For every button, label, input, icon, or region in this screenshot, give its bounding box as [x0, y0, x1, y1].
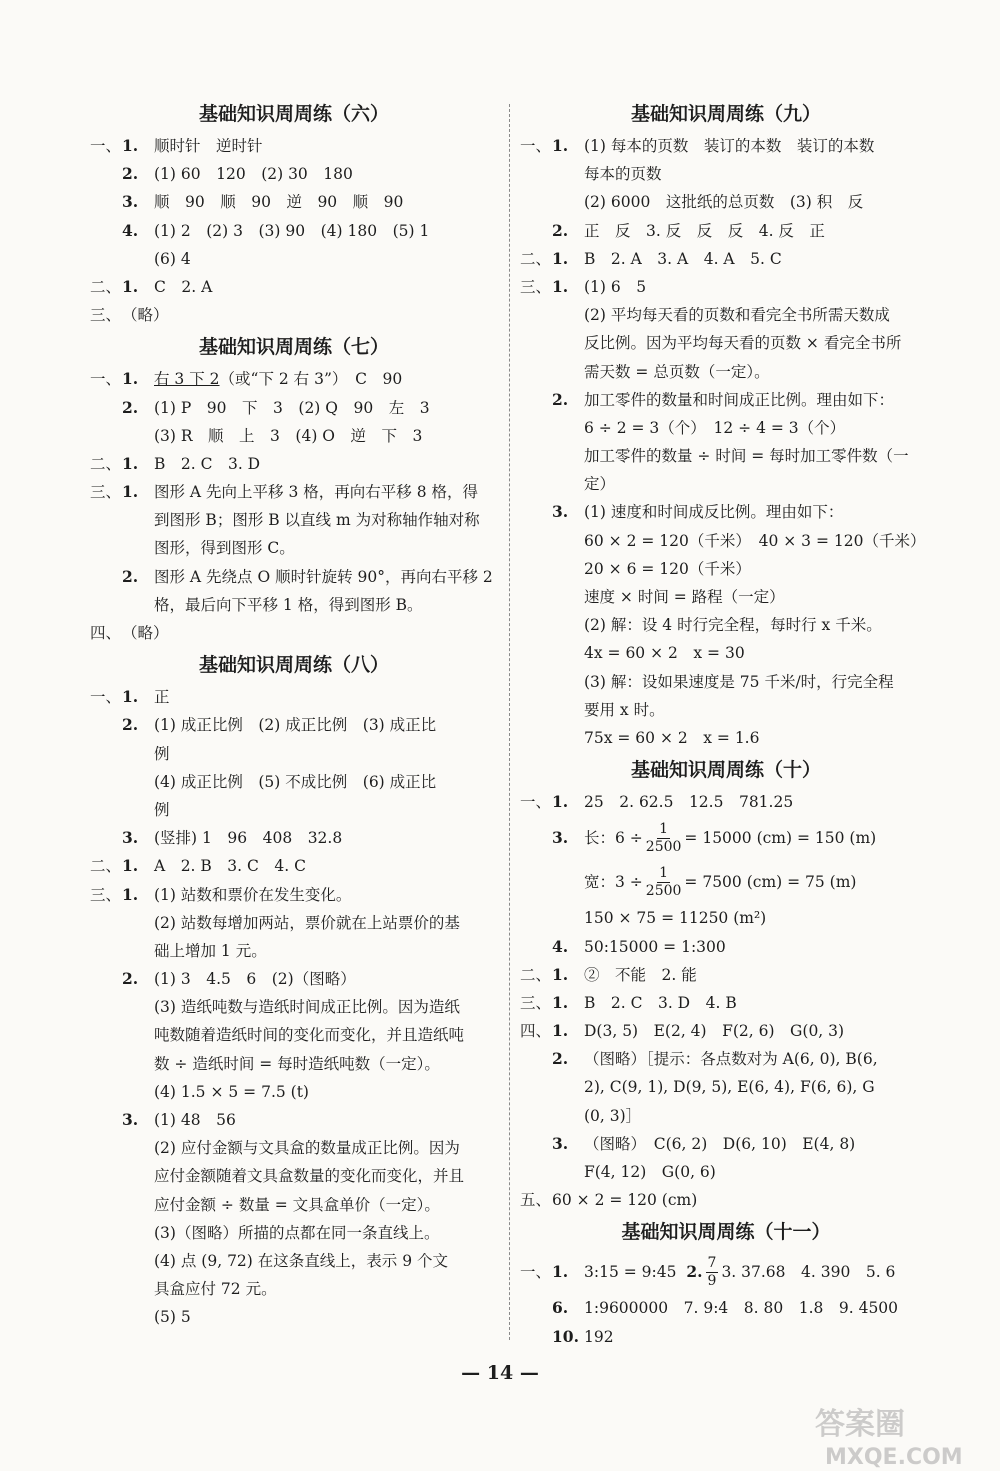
answer-line: 一、 1. 25 2. 62.5 12.5 781.25 [520, 792, 794, 812]
answer-line: 三、 1. (1) 6 5 [520, 276, 647, 296]
left-column [90, 96, 498, 1332]
answer-line: 速度 × 时间 = 路程（一定） [584, 588, 785, 606]
answer-line: 三、 1. 图形 A 先向上平移 3 格，再向右平移 8 格，得 [90, 482, 478, 502]
answer-line: 2. 图形 A 先绕点 O 顺时针旋转 90°，再向右平移 2 [122, 566, 493, 586]
answer-line: 应付金额随着文具盒数量的变化而变化，并且 [154, 1167, 465, 1186]
answer-line: 2. (1) 3 4.5 6 (2)（图略） [122, 969, 356, 989]
answer-line: 四、 （略） [90, 624, 169, 642]
answer-line: 定） [584, 475, 616, 494]
answer-line: 到图形 B；图形 B 以直线 m 为对称轴作轴对称 [154, 511, 480, 530]
answer-line: 一、 1. 顺时针 逆时针 [90, 136, 263, 155]
right-column [520, 96, 932, 1351]
answer-line: 二、 1. B 2. C 3. D [90, 453, 261, 473]
answer-line: 3. (竖排) 1 96 408 32.8 [122, 828, 343, 848]
answer-line: 二、 1. A 2. B 3. C 4. C [90, 856, 306, 876]
section-title-9: 基础知识周周练（九） [630, 103, 821, 125]
answer-line: 每本的页数 [584, 165, 662, 184]
answer-line: 150 × 75 = 11250 (m²) [584, 909, 767, 928]
answer-line: 例 [154, 800, 170, 819]
fraction: $\frac{7}{9}$ [707, 1254, 717, 1289]
answer-line: 一、 1. 正 [90, 687, 170, 707]
answer-line: 75x = 60 × 2 x = 1.6 [584, 728, 760, 747]
fraction: $\frac{1}{2500}$ [645, 864, 682, 899]
section-title-7: 基础知识周周练（七） [198, 336, 389, 359]
answer-line: 4. 50:15000 = 1:300 [552, 936, 726, 956]
answer-line: (0, 3)］ [584, 1106, 642, 1125]
answer-line: 二、 1. ② 不能 2. 能 [520, 964, 697, 984]
answer-line: 10. 192 [552, 1326, 614, 1346]
answer-line: 应付金额 ÷ 数量 = 文具盒单价（一定）。 [154, 1195, 440, 1214]
answer-line: (3) 造纸吨数与造纸时间成正比例。因为造纸 [154, 998, 460, 1017]
answer-line: 20 × 6 = 120（千米） [584, 559, 751, 578]
answer-line: 一、 1. (1) 每本的页数 装订的本数 装订的本数 [520, 136, 875, 155]
answer-line: 3. (1) 速度和时间成反比例。理由如下： [552, 502, 844, 522]
answer-line: (2) 平均每天看的页数和看完全书所需天数成 [584, 306, 890, 325]
svg-text:MXQE.COM: MXQE.COM [825, 1445, 963, 1470]
answer-line: 2. （图略）［提示：各点数对为 A(6, 0), B(6, [552, 1049, 878, 1069]
answer-line: 3. 长：6 ÷ $\frac{1}{2500}$ = 15000 (cm) = 150 (m) [552, 820, 877, 855]
answer-line: 例 [154, 744, 170, 763]
answer-line: (2) 站数每增加两站，票价就在上站票价的基 [154, 913, 460, 932]
fraction: $\frac{1}{2500}$ [645, 820, 682, 855]
answer-line: 加工零件的数量 ÷ 时间 = 每时加工零件数（一 [584, 447, 909, 466]
answer-line: (3)（图略）所描的点都在同一条直线上。 [154, 1223, 440, 1242]
answer-line: 一、 1. 3:15 = 9:45 2. $\frac{7}{9}$ 3. 37.68 4. 390 5. 6 [520, 1254, 896, 1289]
answer-line: 2. 加工零件的数量和时间成正比例。理由如下： [552, 389, 895, 409]
answer-line: F(4, 12) G(0, 6) [584, 1163, 716, 1181]
answer-line: 3. 顺 90 顺 90 逆 90 顺 90 [122, 192, 404, 212]
section-title-11: 基础知识周周练（十一） [621, 1221, 831, 1244]
answer-line: 需天数 = 总页数（一定）。 [584, 362, 770, 381]
answer-line: 三、 （略） [90, 306, 169, 325]
answer-line: 2. 正 反 3. 反 反 反 4. 反 正 [552, 220, 825, 240]
answer-line: 3. （图略） C(6, 2) D(6, 10) E(4, 8) [552, 1133, 856, 1153]
answer-line: 4x = 60 × 2 x = 30 [584, 644, 745, 663]
answer-line: (4) 1.5 × 5 = 7.5 (t) [154, 1082, 309, 1101]
answer-line: 二、 1. B 2. A 3. A 4. A 5. C [520, 248, 782, 268]
answer-line: 反比例。因为平均每天看的页数 × 看完全书所 [584, 334, 902, 353]
answer-line: 2. (1) P 90 下 3 (2) Q 90 左 3 [122, 397, 430, 417]
answer-line: 具盒应付 72 元。 [154, 1280, 277, 1299]
answer-line: 础上增加 1 元。 [154, 941, 267, 960]
answer-line: (4) 成正比例 (5) 不成比例 (6) 成正比 [154, 772, 437, 791]
answer-line: 2), C(9, 1), D(9, 5), E(6, 4), F(6, 6), G [584, 1078, 875, 1097]
answer-line: 三、 1. (1) 站数和票价在发生变化。 [90, 884, 352, 904]
section-title-10: 基础知识周周练（十） [630, 759, 821, 782]
answer-line: 四、 1. D(3, 5) E(2, 4) F(2, 6) G(0, 3) [520, 1021, 845, 1041]
svg-text:答案圈: 答案圈 [815, 1407, 905, 1442]
answer-line: 格，最后向下平移 1 格，得到图形 B。 [154, 595, 423, 614]
watermark-logo [805, 1400, 995, 1470]
answer-line: 吨数随着造纸时间的变化而变化，并且造纸吨 [154, 1026, 465, 1045]
answer-line: 4. (1) 2 (2) 3 (3) 90 (4) 180 (5) 1 [122, 220, 430, 240]
answer-line: 2. (1) 60 120 (2) 30 180 [122, 164, 353, 184]
answer-line: 一、 1. 右 3 下 2 （或“下 2 右 3”） C 90 [90, 369, 403, 389]
answer-line: (5) 5 [154, 1308, 191, 1327]
answer-line: 三、 1. B 2. C 3. D 4. B [520, 992, 737, 1012]
answer-line: 3. (1) 48 56 [122, 1110, 236, 1129]
answer-line: 要用 x 时。 [584, 700, 665, 719]
answer-line: (2) 6000 这批纸的总页数 (3) 积 反 [584, 193, 864, 212]
answer-line: 数 ÷ 造纸时间 = 每时造纸吨数（一定）。 [154, 1054, 440, 1073]
answer-line: (2) 解：设 4 时行完全程，每时行 x 千米。 [584, 616, 882, 635]
answer-line: 宽：3 ÷ $\frac{1}{2500}$ = 7500 (cm) = 75 (m) [584, 864, 857, 899]
answer-line: (3) 解：设如果速度是 75 千米/时，行完全程 [584, 672, 894, 691]
answer-line: 二、 1. C 2. A [90, 276, 213, 296]
section-title-6: 基础知识周周练（六） [198, 103, 389, 125]
answer-line: 五、 60 × 2 = 120 (cm) [520, 1191, 698, 1210]
answer-line: (3) R 顺 上 3 (4) O 逆 下 3 [154, 426, 423, 445]
answer-line: 6. 1:9600000 7. 9:4 8. 80 1.8 9. 4500 [552, 1298, 899, 1318]
answer-line: (6) 4 [154, 249, 191, 268]
answer-line: (2) 应付金额与文具盒的数量成正比例。因为 [154, 1139, 460, 1158]
answer-line: 60 × 2 = 120（千米） 40 × 3 = 120（千米） [584, 531, 926, 550]
page-number: — 14 — [461, 1362, 539, 1384]
answer-line: (4) 点 (9, 72) 在这条直线上，表示 9 个文 [154, 1251, 448, 1270]
answer-line: 图形，得到图形 C。 [154, 539, 295, 558]
answer-line: 6 ÷ 2 = 3（个） 12 ÷ 4 = 3（个） [584, 418, 846, 437]
column-divider [509, 104, 510, 1340]
answer-line: 2. (1) 成正比例 (2) 成正比例 (3) 成正比 [122, 715, 437, 735]
section-title-8: 基础知识周周练（八） [198, 654, 389, 677]
